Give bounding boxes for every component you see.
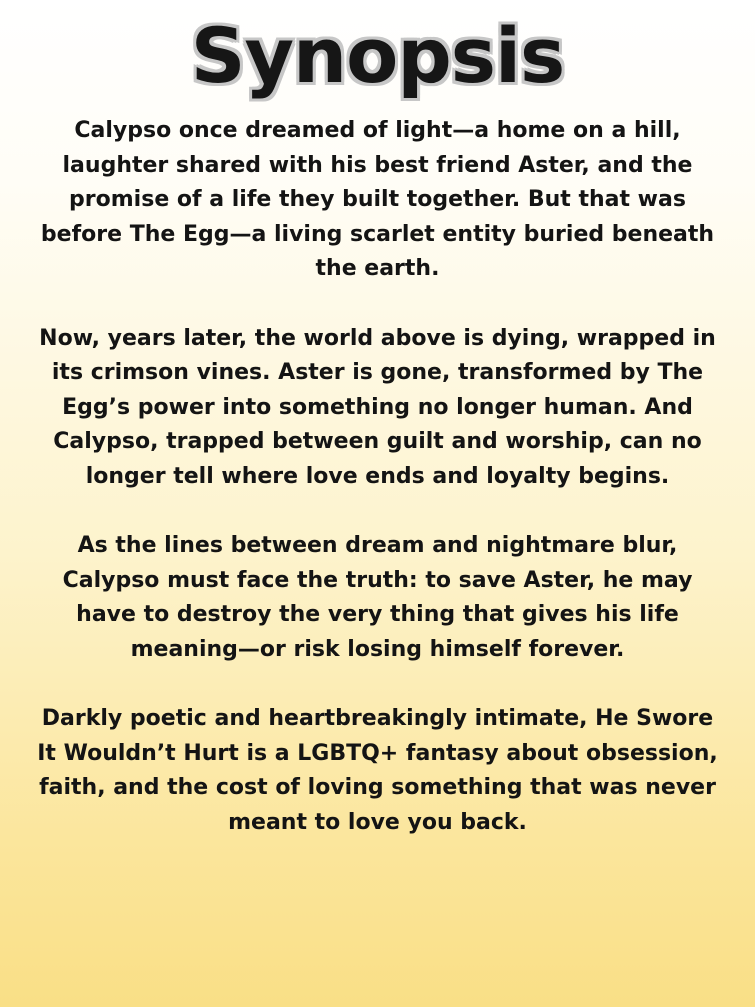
synopsis-paragraph-3: As the lines between dream and nightmare blur, Calypso must face the truth: to save Aster, he may have to destroy the very thing that gives his life meaning—or risk losing himself forever. bbox=[62, 533, 693, 662]
synopsis-paragraph-2: Now, years later, the world above is dying, wrapped in its crimson vines. Aster is gone, transformed by The Egg’s power into something no longer human. And Calypso, trapped between guilt and worship, can no longer tell where love ends and loyalty begins. bbox=[39, 325, 716, 489]
page-title: Synopsis bbox=[190, 11, 565, 100]
synopsis-paragraph-1: Calypso once dreamed of light—a home on a hill, laughter shared with his best friend Aster, and the promise of a life they built together. But that was before The Egg—a living scarlet entity buried beneath the earth. bbox=[40, 118, 715, 282]
synopsis-paragraph-4: Darkly poetic and heartbreakingly intimate, He Swore It Wouldn’t Hurt is a LGBTQ+ fantasy about obsession, faith, and the cost of loving something that was never meant to love you back. bbox=[37, 706, 718, 835]
